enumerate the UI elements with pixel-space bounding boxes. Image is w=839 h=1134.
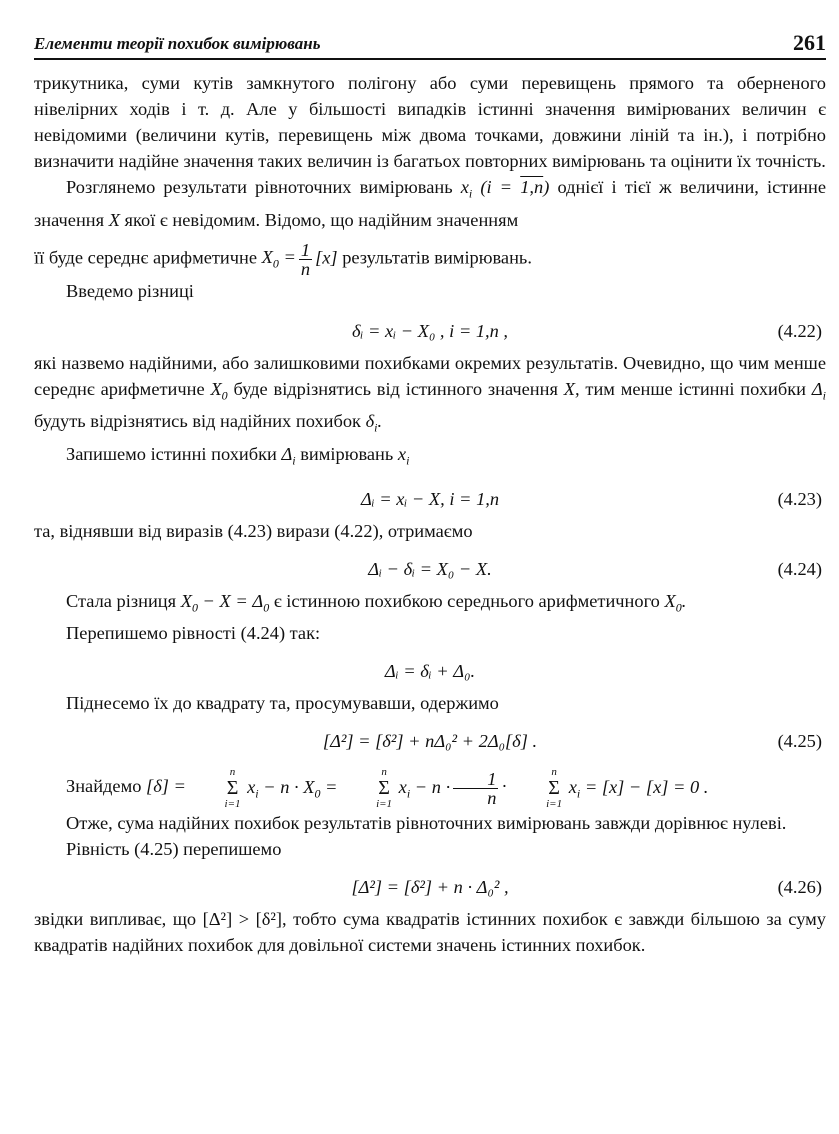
page-body [34, 70, 826, 958]
equation-4-25: [Δ²] = [δ²] + nΔ₀² + 2Δ₀[δ] . (4.25) [322, 731, 822, 752]
paragraph-14: звідки випливає, що [Δ²] > [δ²], тобто сума квадратів істинних похибок є завжди більшою за суму квадратів надійних похибок для довільної системи значень істинних похибок. [34, 909, 826, 956]
paragraph-7: та, віднявши від виразів (4.23) вирази (4.22), отримаємо [34, 520, 473, 541]
paragraph-2: Розглянемо результати рівноточних вимірювань $x_i$ (i = 1,n) однієї і тієї ж величини, істинне значення X якої є невідомим. Відомо, що надійним значенням [34, 177, 827, 230]
equation-4-22: δᵢ = xᵢ − X₀ , i = 1,n , (4.22) [351, 320, 822, 341]
paragraph-4: Введемо різниці [66, 280, 194, 301]
paragraph-12: Отже, сума надійних похибок результатів рівноточних вимірювань завжди дорівнює нулеві. [66, 813, 787, 834]
paragraph-6: Запишемо істинні похибки $\Delta_i$ вимірювань $x_i$ [66, 444, 410, 468]
paragraph-11: Знайдемо [δ] = n Σ i=1 $x_i - n \cdot X_0$ = n Σ i=1 $x_i - n$ · $\frac{1}{n}$ · n Σ i=1 $x_i = [x] - [x] = 0$ . [66, 766, 709, 811]
paragraph-10: Піднесемо їх до квадрату та, просумувавши, одержимо [66, 693, 499, 714]
header-rule [34, 58, 826, 60]
paragraph-3: її буде середнє арифметичне $X_0$ = $\frac{1}{n}$ [x] результатів вимірювань. [34, 239, 532, 279]
paragraph-8: Стала різниця $X_0 - X = \Delta_0$ є істинною похибкою середнього арифметичного $X_0$. [66, 590, 687, 615]
running-header [34, 30, 826, 60]
paragraph-5: які назвемо надійними, або залишковими похибками окремих результатів. Очевидно, що чим менше середнє арифметичне $X_0$ буде відрізнятись від істинного значення X, тим менше істинні похибки $\Delta_i$ будуть відрізнятись від надійних похибок $\delta_i$. [34, 352, 826, 436]
equation-4-23: Δᵢ = xᵢ − X, i = 1,n (4.23) [360, 488, 822, 509]
page-number: 261 [793, 30, 826, 55]
running-title: Елементи теорії похибок вимірювань [34, 34, 321, 53]
paragraph-1: трикутника, суми кутів замкнутого полігону або суми перевищень прямого та оберненого нівелірних ходів і т. д. Але у більшості випадків істинні значення вимірюваних величин є невідомими (величини кутів, перевищень між двома точками, довжини ліній та ін.), і потрібно визначити надійне значення таких величин із багатьох повторних вимірювань та оцінити їх точність. [34, 73, 826, 171]
paragraph-9: Перепишемо рівності (4.24) так: [66, 623, 321, 644]
equation-4-24: Δᵢ − δᵢ = X₀ − X. (4.24) [368, 558, 822, 579]
equation-4-26: [Δ²] = [δ²] + n · Δ₀² , (4.26) [351, 877, 822, 898]
paragraph-13: Рівність (4.25) перепишемо [66, 839, 282, 860]
equation-unnumbered: Δᵢ = δᵢ + Δ₀. [384, 661, 476, 682]
